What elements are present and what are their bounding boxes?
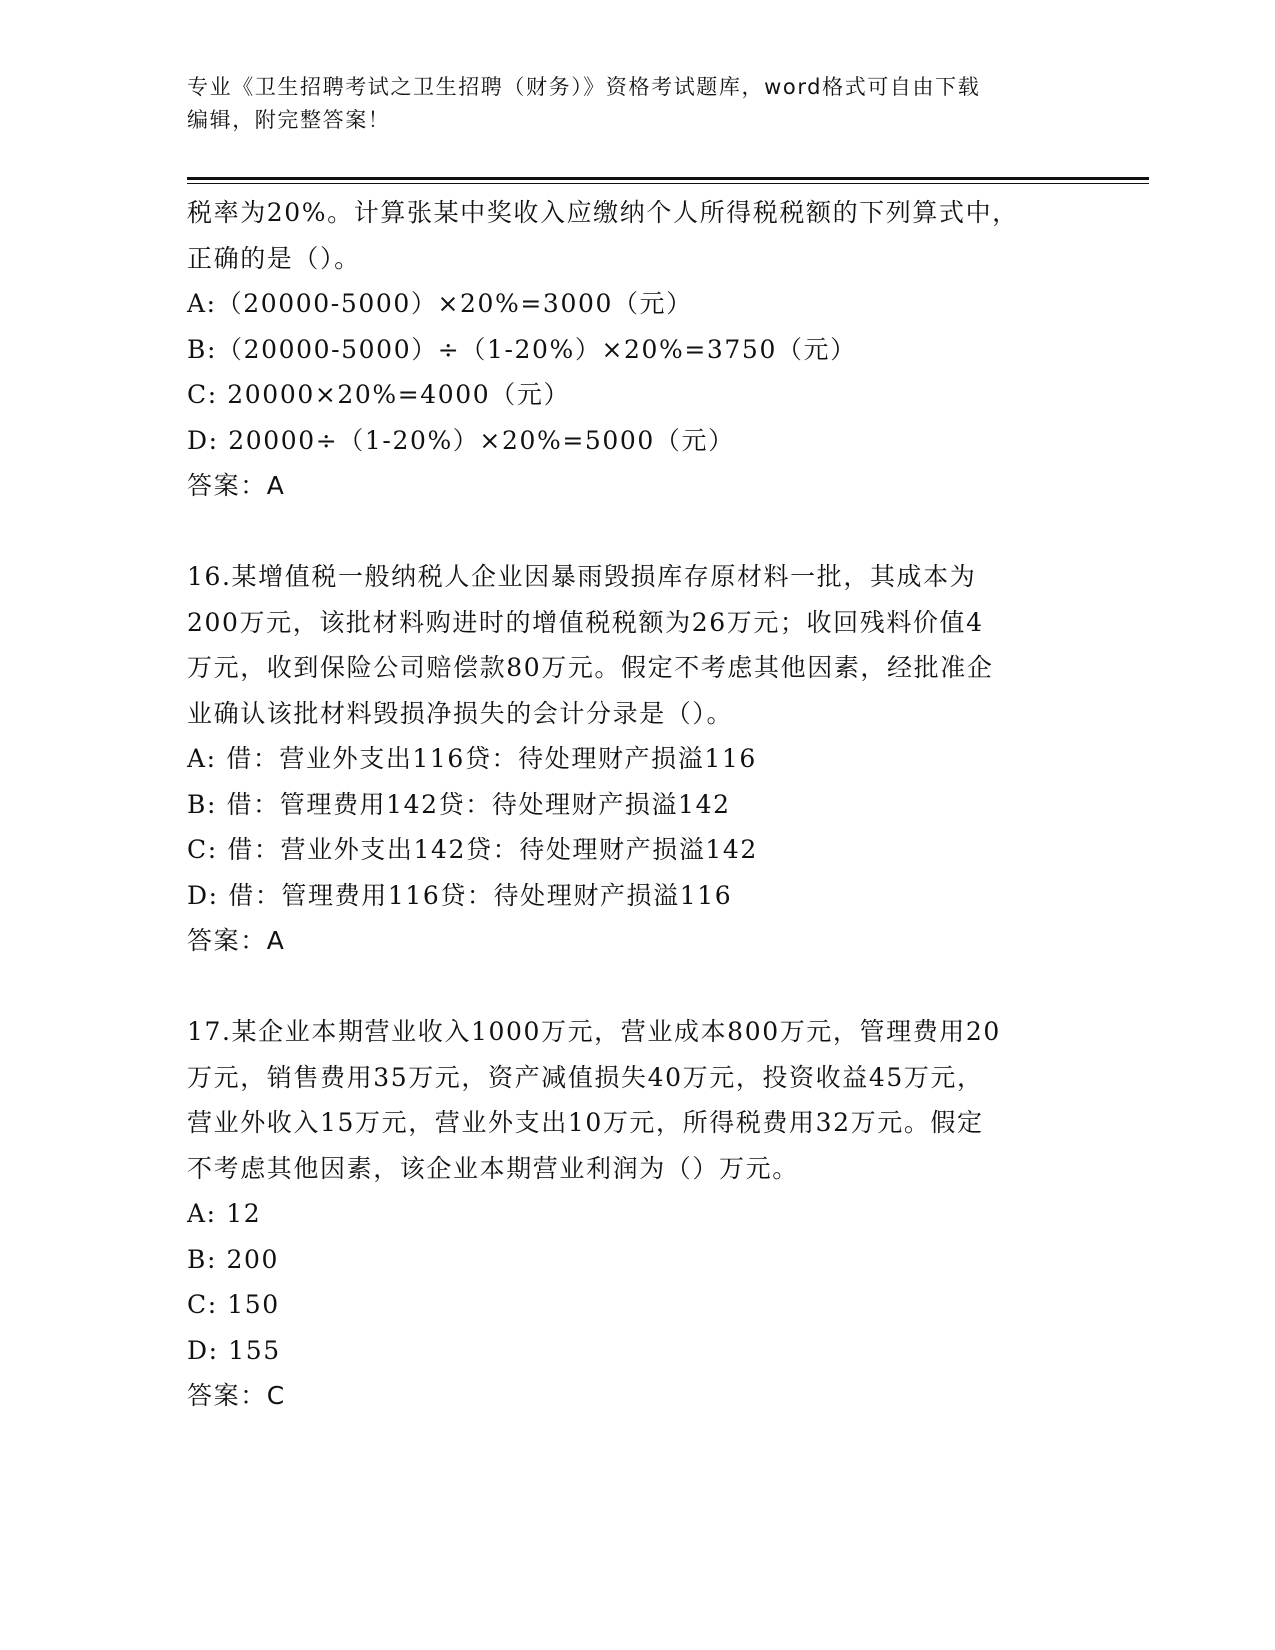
option-c: C: 借：营业外支出142贷：待处理财产损溢142 — [187, 835, 758, 864]
option-b: B: 借：管理费用142贷：待处理财产损溢142 — [187, 789, 731, 819]
question-stem-line: 17.某企业本期营业收入1000万元，营业成本800万元，管理费用20 — [187, 1017, 1001, 1046]
question-stem-line: 万元，收到保险公司赔偿款80万元。假定不考虑其他因素，经批准企 — [187, 653, 994, 682]
answer-line: 答案：C — [187, 1381, 286, 1410]
document-header — [187, 71, 1057, 137]
option-a: A: 借：营业外支出116贷：待处理财产损溢116 — [187, 744, 757, 773]
answer-line: 答案：A — [187, 926, 286, 955]
question-stem-line: 200万元，该批材料购进时的增值税税额为26万元；收回残料价值4 — [187, 607, 984, 637]
option-a: A: 12 — [187, 1199, 262, 1228]
answer-line: 答案：A — [187, 471, 286, 500]
option-b: B:（20000-5000）÷（1-20%）×20%=3750（元） — [187, 334, 857, 364]
question-block — [187, 554, 1087, 964]
question-stem-line: 万元，销售费用35万元，资产减值损失40万元，投资收益45万元， — [187, 1062, 984, 1092]
option-a: A:（20000-5000）×20%=3000（元） — [187, 289, 693, 318]
option-c: C: 20000×20%=4000（元） — [187, 380, 571, 409]
question-stem-line: 业确认该批材料毁损净损失的会计分录是（）。 — [187, 698, 734, 728]
question-stem-line: 税率为20%。计算张某中奖收入应缴纳个人所得税税额的下列算式中， — [187, 198, 1019, 227]
header-divider-thin — [187, 183, 1149, 184]
question-stem-line: 正确的是（）。 — [187, 243, 361, 273]
header-line-2: 编辑，附完整答案！ — [187, 108, 391, 132]
question-list — [187, 190, 1087, 1419]
header-line-1: 专业《卫生招聘考试之卫生招聘（财务）》资格考试题库，word格式可自由下载 — [187, 75, 981, 99]
spacer — [187, 509, 1087, 555]
question-stem-line: 营业外收入15万元，营业外支出10万元，所得税费用32万元。假定 — [187, 1108, 984, 1137]
option-d: D: 20000÷（1-20%）×20%=5000（元） — [187, 425, 735, 455]
question-block — [187, 190, 1087, 509]
question-block — [187, 1009, 1087, 1419]
question-stem-line: 16.某增值税一般纳税人企业因暴雨毁损库存原材料一批，其成本为 — [187, 562, 977, 591]
header-divider-thick — [187, 177, 1149, 180]
spacer — [187, 964, 1087, 1010]
question-stem-line: 不考虑其他因素，该企业本期营业利润为（）万元。 — [187, 1153, 799, 1183]
option-d: D: 借：管理费用116贷：待处理财产损溢116 — [187, 880, 733, 910]
option-b: B: 200 — [187, 1244, 280, 1274]
option-c: C: 150 — [187, 1290, 280, 1319]
option-d: D: 155 — [187, 1335, 281, 1365]
